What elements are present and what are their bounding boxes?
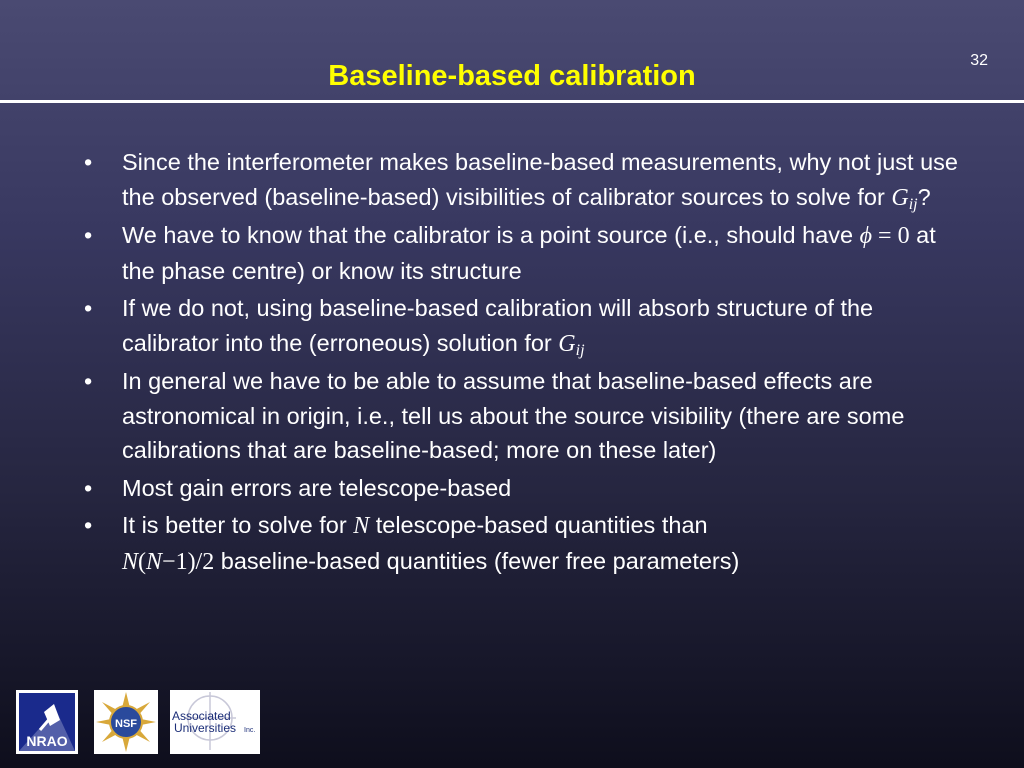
bullet-list bbox=[84, 145, 964, 582]
nrao-logo bbox=[16, 690, 78, 754]
svg-text:Inc.: Inc. bbox=[244, 727, 256, 734]
svg-text:NSF: NSF bbox=[115, 718, 137, 730]
bullet-item: • Since the interferometer makes baseline-based measurements, why not just use the observed (baseline-based) visibilities of calibrator sources to solve for $G_{ij}$? bbox=[84, 145, 964, 215]
svg-text:Universities: Universities bbox=[174, 721, 237, 735]
bullet-dot: • bbox=[84, 149, 93, 175]
slide-title: Baseline-based calibration bbox=[328, 60, 696, 92]
bullet-item: • It is better to solve for N telescope-based quantities than N(N−1)/2 baseline-based quantities (fewer free parameters) bbox=[84, 508, 964, 579]
svg-text:Associated: Associated bbox=[172, 709, 231, 723]
bullet-text: If we do not, using baseline-based calibration will absorb structure of the calibrator into the (erroneous) solution for bbox=[122, 295, 874, 356]
math-g: $G_{ij}$ bbox=[558, 330, 585, 359]
math-phi: ϕ bbox=[859, 223, 873, 249]
bullet-text: It is better to solve for bbox=[122, 512, 354, 538]
bullet-item bbox=[84, 291, 964, 361]
bullet-text: Most gain errors are telescope-based bbox=[122, 474, 512, 501]
nsf-logo bbox=[94, 690, 158, 754]
bullet-item bbox=[84, 471, 964, 506]
math-expr: N(N−1)/2 bbox=[122, 548, 215, 575]
bullet-item: • We have to know that the calibrator is a point source (i.e., should have ϕ = 0 at the phase centre) or know its structure bbox=[84, 218, 964, 288]
bullet-dot: • bbox=[84, 474, 93, 501]
bullet-item bbox=[84, 364, 964, 468]
bullet-dot: • bbox=[84, 512, 93, 538]
math-eq: = 0 bbox=[872, 223, 910, 249]
bullet-dot: • bbox=[84, 222, 93, 248]
aui-logo bbox=[170, 690, 260, 754]
title-rule bbox=[0, 100, 1024, 103]
bullet-dot: • bbox=[84, 368, 93, 394]
math-g: $G_{ij}$ bbox=[891, 184, 918, 213]
math-n: N bbox=[353, 513, 370, 539]
bullet-dot: • bbox=[84, 295, 93, 321]
bullet-text: We have to know that the calibrator is a point source (i.e., should have bbox=[122, 222, 860, 248]
bullet-text: Since the interferometer makes baseline-based measurements, why not just use the observed (baseline-based) visibilities of calibrator sources to solve for bbox=[122, 149, 958, 210]
page-number: 32 bbox=[970, 52, 988, 69]
svg-text:NRAO: NRAO bbox=[26, 733, 68, 749]
bullet-text: In general we have to be able to assume that baseline-based effects are astronomical in origin, i.e., tell us about the source visibility (there are some calibrations that are baseline-based; more on these later) bbox=[122, 368, 905, 463]
